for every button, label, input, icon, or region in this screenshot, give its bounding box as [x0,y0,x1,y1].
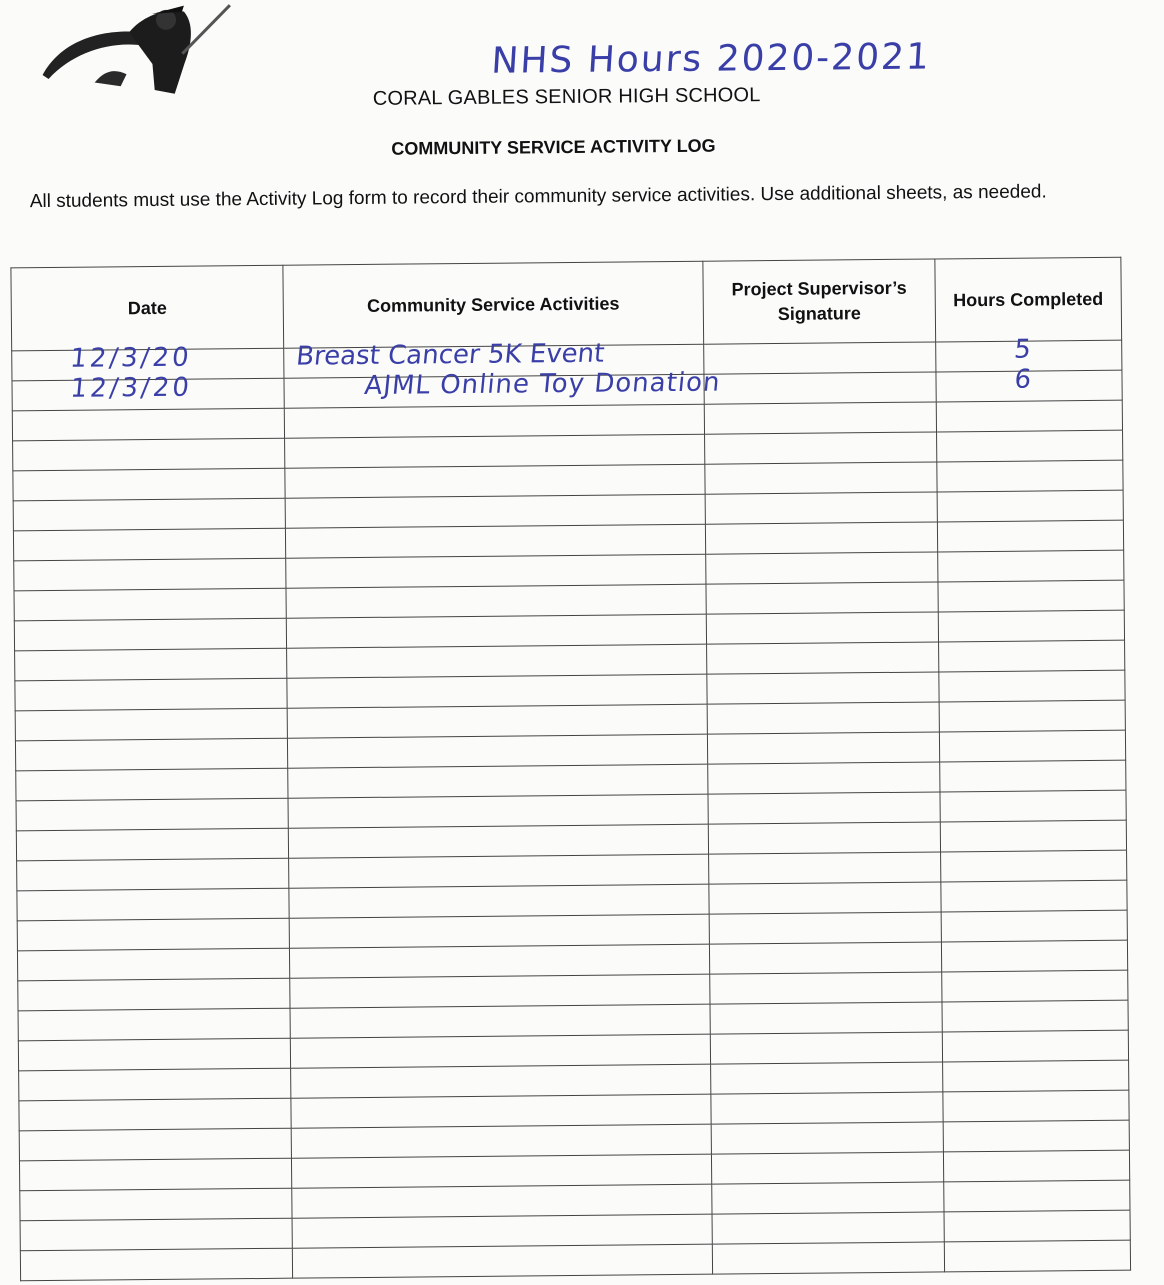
handwritten-date: 12/3/20 [69,372,194,404]
log-cell-date[interactable] [19,1068,291,1101]
log-cell-date[interactable] [17,858,289,891]
log-cell-hours[interactable] [939,730,1125,762]
log-cell-hours[interactable] [937,490,1123,522]
log-cell-hours[interactable] [937,460,1123,492]
log-cell-signature[interactable] [711,1122,943,1154]
log-cell-date[interactable] [13,438,285,471]
log-cell-signature[interactable] [711,1152,943,1184]
log-cell-signature[interactable] [710,1002,942,1034]
log-cell-hours[interactable] [943,1060,1129,1092]
log-cell-activity[interactable] [288,824,708,858]
log-cell-activity[interactable] [288,794,708,828]
log-cell-signature[interactable] [708,822,940,854]
log-cell-date[interactable] [19,1098,291,1131]
log-cell-date[interactable] [17,948,289,981]
log-cell-signature[interactable] [709,942,941,974]
log-cell-hours[interactable] [942,1000,1128,1032]
cavalier-mascot-logo [34,3,235,105]
log-cell-signature[interactable] [709,912,941,944]
instructions-text: All students must use the Activity Log form to record their community service activities. Use additional sheets, as needed. [29,181,1047,213]
log-cell-activity[interactable] [289,854,709,888]
log-cell-hours[interactable] [941,880,1127,912]
log-cell-signature[interactable] [712,1242,944,1274]
log-cell-hours[interactable] [939,640,1125,672]
log-cell-hours[interactable] [936,364,1122,402]
log-cell-signature[interactable] [710,1032,942,1064]
log-cell-activity[interactable] [289,944,709,978]
log-cell-signature[interactable] [712,1212,944,1244]
log-cell-date[interactable] [14,588,286,621]
log-cell-hours[interactable] [941,910,1127,942]
log-body [12,334,1131,1281]
activities-column-header: Community Service Activities [283,261,704,348]
log-cell-activity[interactable] [284,404,704,438]
log-cell-date[interactable] [18,978,290,1011]
log-cell-hours[interactable] [943,1150,1129,1182]
handwritten-hours: 5 [1012,334,1033,365]
log-cell-date[interactable] [19,1158,291,1191]
log-cell-hours[interactable] [940,790,1126,822]
log-cell-activity[interactable] [292,1184,712,1218]
log-cell-signature[interactable] [710,972,942,1004]
log-cell-signature[interactable] [707,702,939,734]
log-cell-activity[interactable] [288,764,708,798]
log-cell-activity[interactable] [292,1214,712,1248]
log-cell-date[interactable] [17,918,289,951]
log-cell-activity[interactable] [289,914,709,948]
handwritten-activity: AJML Online Toy Donation [363,367,722,401]
log-cell-date[interactable] [20,1218,292,1251]
log-cell-signature[interactable] [705,492,937,524]
log-cell-date[interactable] [20,1188,292,1221]
log-cell-activity[interactable] [290,974,710,1008]
log-cell-date[interactable] [14,558,286,591]
log-cell-hours[interactable] [944,1180,1130,1212]
handwritten-hours: 6 [1013,364,1033,395]
log-cell-activity[interactable] [290,1004,710,1038]
log-cell-activity[interactable] [291,1094,711,1128]
log-cell-date[interactable] [15,738,287,771]
log-cell-hours[interactable] [939,700,1125,732]
log-cell-signature[interactable] [707,732,939,764]
log-cell-activity[interactable] [292,1244,712,1278]
log-cell-activity[interactable] [287,734,707,768]
log-cell-hours[interactable] [938,580,1124,612]
log-cell-date[interactable] [18,1038,290,1071]
log-cell-activity[interactable] [291,1124,711,1158]
log-cell-date[interactable] [12,372,284,411]
log-cell-date[interactable] [13,528,285,561]
log-cell-date[interactable] [12,408,284,441]
log-cell-hours[interactable] [943,1090,1129,1122]
log-cell-date[interactable] [16,798,288,831]
log-cell-activity[interactable] [286,584,706,618]
log-cell-hours[interactable] [940,760,1126,792]
log-cell-date[interactable] [19,1128,291,1161]
log-cell-activity[interactable] [291,1064,711,1098]
school-name: CORAL GABLES SENIOR HIGH SCHOOL [372,84,761,110]
signature-column-header: Project Supervisor’s Signature [703,259,936,344]
handwritten-title: NHS Hours 2020-2021 [490,36,933,82]
log-cell-signature[interactable] [706,612,938,644]
log-cell-hours[interactable] [942,1030,1128,1062]
log-cell-hours[interactable] [943,1120,1129,1152]
log-cell-activity[interactable] [287,704,707,738]
log-cell-signature[interactable] [709,882,941,914]
log-cell-signature[interactable] [707,642,939,674]
hours-column-header: Hours Completed [935,257,1122,342]
log-cell-signature[interactable] [708,792,940,824]
log-cell-signature[interactable] [704,402,936,434]
log-cell-hours[interactable] [938,610,1124,642]
log-cell-activity[interactable] [287,674,707,708]
log-cell-signature[interactable] [706,552,938,584]
log-cell-signature[interactable] [705,462,937,494]
log-cell-signature[interactable] [712,1182,944,1214]
log-cell-hours[interactable] [939,670,1125,702]
log-cell-date[interactable] [15,648,287,681]
log-cell-hours[interactable] [944,1210,1130,1242]
log-cell-signature[interactable] [706,582,938,614]
log-cell-hours[interactable] [940,820,1126,852]
log-cell-activity[interactable] [286,554,706,588]
log-cell-date[interactable] [18,1008,290,1041]
log-cell-hours[interactable] [941,940,1127,972]
log-cell-hours[interactable] [938,550,1124,582]
activity-log-table [10,257,1131,1282]
log-cell-signature[interactable] [707,672,939,704]
log-cell-signature[interactable] [704,372,936,404]
log-cell-signature[interactable] [704,342,936,374]
log-cell-activity[interactable] [291,1154,711,1188]
log-cell-date[interactable] [16,828,288,861]
log-cell-signature[interactable] [711,1062,943,1094]
log-cell-hours[interactable] [941,850,1127,882]
log-cell-activity[interactable] [287,644,707,678]
log-cell-hours[interactable] [937,430,1123,462]
log-cell-activity[interactable] [289,884,709,918]
log-cell-date[interactable] [13,498,285,531]
log-cell-signature[interactable] [708,762,940,794]
log-cell-date[interactable] [13,468,285,501]
handwritten-activity: Breast Cancer 5K Event [294,338,606,372]
log-cell-date[interactable] [16,768,288,801]
log-cell-date[interactable] [14,618,286,651]
log-cell-date[interactable] [20,1248,292,1281]
log-cell-activity[interactable] [285,524,705,558]
date-column-header: Date [11,265,284,351]
log-cell-hours[interactable] [942,970,1128,1002]
log-cell-date[interactable] [15,678,287,711]
log-cell-activity[interactable] [284,367,722,408]
log-cell-activity[interactable] [285,494,705,528]
log-cell-hours[interactable] [944,1240,1130,1272]
log-cell-date[interactable] [15,708,287,741]
log-cell-activity[interactable] [285,464,705,498]
handwritten-date: 12/3/20 [68,342,193,374]
log-cell-activity[interactable] [290,1034,710,1068]
log-title: COMMUNITY SERVICE ACTIVITY LOG [391,135,716,159]
log-cell-signature[interactable] [705,522,937,554]
log-cell-signature[interactable] [705,432,937,464]
log-cell-hours[interactable] [937,520,1123,552]
log-cell-activity[interactable] [285,434,705,468]
table-header-row [11,257,1122,351]
log-cell-signature[interactable] [711,1092,943,1124]
log-cell-activity[interactable] [286,614,706,648]
log-cell-date[interactable] [17,888,289,921]
log-cell-hours[interactable] [936,400,1122,432]
log-cell-signature[interactable] [709,852,941,884]
